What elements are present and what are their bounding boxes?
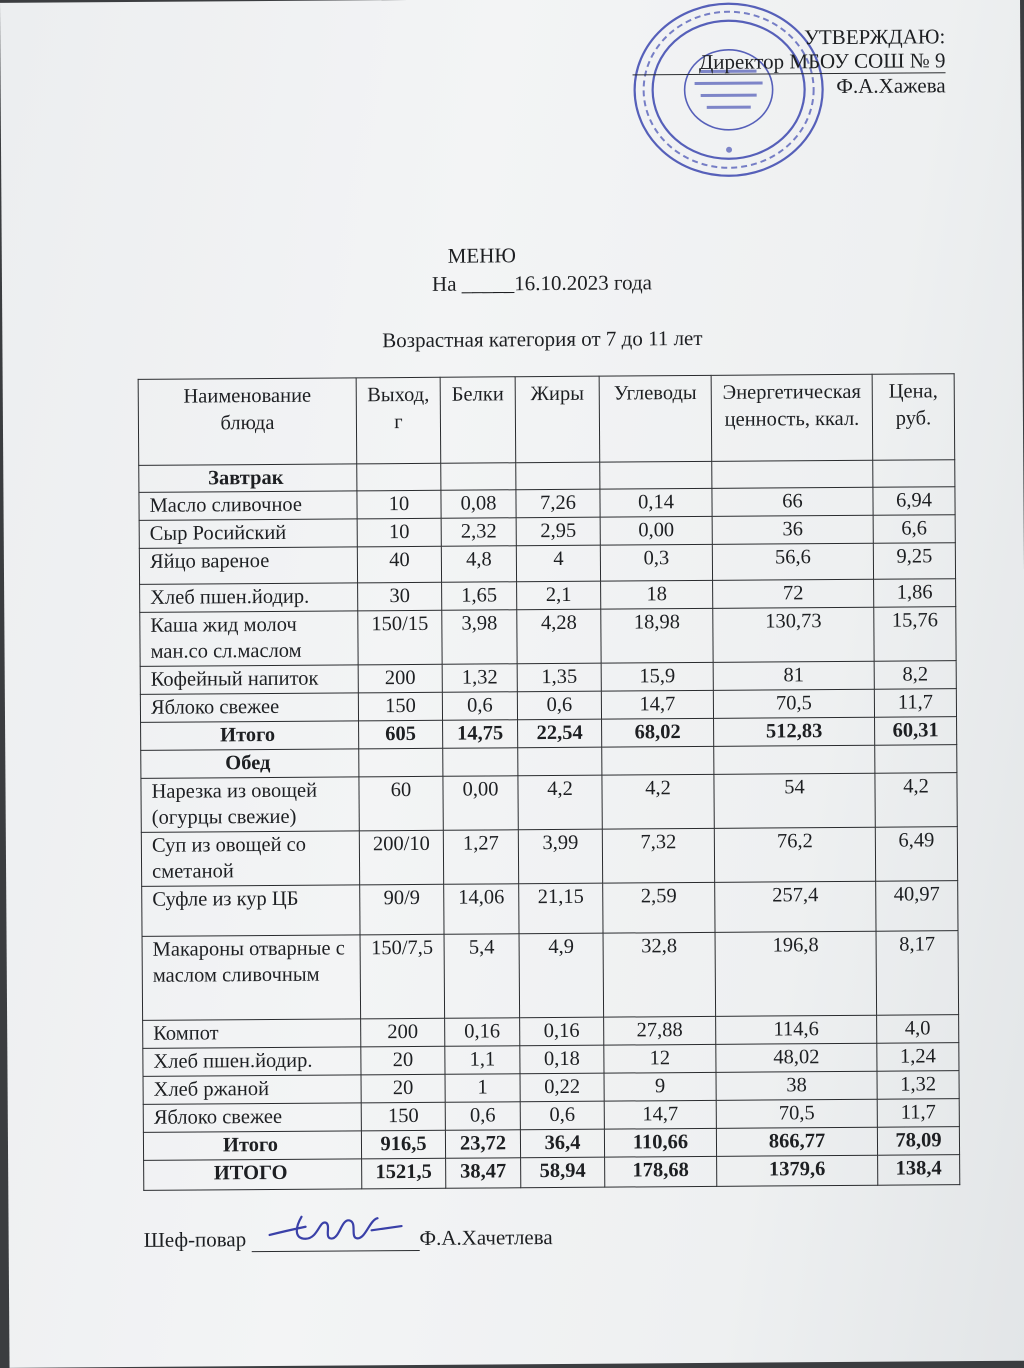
cell-out: 200	[358, 664, 442, 693]
cell-prot: 1,27	[443, 830, 518, 885]
cell-prot: 0,00	[443, 776, 518, 831]
cell-out	[359, 748, 443, 777]
header-price: Цена, руб.	[872, 374, 955, 461]
approval-line-1: УТВЕРЖДАЮ:	[803, 24, 946, 50]
cell-fat: 1,35	[517, 663, 601, 692]
header-fat: Жиры	[515, 376, 600, 463]
cell-kcal: 130,73	[713, 607, 874, 662]
cell-fat: 0,18	[520, 1045, 604, 1074]
cell-price: 1,24	[877, 1043, 959, 1072]
cell-kcal: 72	[713, 579, 874, 608]
cell-carb	[600, 461, 712, 489]
cell-dish-name: Итого	[143, 1131, 361, 1161]
cell-carb: 14,7	[601, 690, 713, 719]
document-title: МЕНЮ	[447, 243, 516, 268]
cell-carb: 27,88	[604, 1016, 716, 1045]
cell-price: 138,4	[878, 1155, 960, 1186]
cell-kcal	[712, 460, 873, 488]
cell-prot: 14,75	[443, 720, 518, 749]
cell-dish-name: Сыр Росийский	[139, 519, 357, 549]
cell-kcal: 81	[713, 661, 874, 690]
cell-kcal: 70,5	[713, 689, 874, 718]
cell-prot: 1,65	[442, 582, 517, 611]
cell-price: 4,0	[877, 1015, 959, 1044]
cell-carb: 68,02	[602, 718, 714, 747]
cell-fat: 4,28	[517, 609, 601, 664]
cell-fat: 58,94	[521, 1157, 605, 1188]
approval-line-3: Ф.А.Хажева	[836, 73, 946, 99]
cell-out: 916,5	[361, 1130, 445, 1159]
cell-kcal: 196,8	[715, 931, 877, 1016]
cell-carb: 9	[604, 1072, 716, 1101]
cell-prot: 14,06	[444, 884, 519, 935]
cell-fat: 0,16	[520, 1017, 604, 1046]
cell-fat: 21,15	[519, 883, 603, 934]
cell-prot	[443, 748, 518, 777]
approval-block	[640, 24, 946, 99]
cell-prot: 38,47	[446, 1158, 521, 1189]
cell-out: 90/9	[360, 884, 444, 935]
cell-price: 15,76	[874, 607, 956, 662]
cell-prot: 0,6	[442, 692, 517, 721]
cell-out: 200	[361, 1018, 445, 1047]
cell-kcal: 257,4	[715, 881, 876, 932]
cell-fat: 4,2	[518, 775, 602, 830]
cell-dish-name: Итого	[141, 721, 359, 751]
cell-fat: 3,99	[518, 829, 602, 884]
cell-dish-name: Яблоко свежее	[140, 693, 358, 723]
age-category: Возрастная категория от 7 до 11 лет	[382, 325, 703, 353]
cell-prot: 1,32	[442, 664, 517, 693]
cell-price	[875, 745, 957, 774]
cell-price: 11,7	[874, 689, 956, 718]
cell-carb: 7,32	[602, 828, 714, 883]
approval-line-2: Директор МБОУ СОШ № 9	[632, 48, 945, 75]
cell-fat: 0,6	[517, 691, 601, 720]
cell-prot: 0,16	[445, 1018, 520, 1047]
cell-kcal: 36	[712, 515, 873, 544]
cell-carb: 32,8	[603, 932, 716, 1017]
cell-fat	[516, 462, 600, 490]
cell-price: 4,2	[875, 773, 957, 828]
cell-out: 150/15	[358, 610, 442, 665]
cell-fat: 2,1	[517, 581, 601, 610]
header-energy: Энергетическая ценность, ккал.	[711, 374, 873, 461]
cell-out: 200/10	[359, 830, 443, 885]
cell-fat: 7,26	[516, 489, 600, 518]
cell-fat: 4,9	[519, 933, 604, 1018]
cell-fat: 36,4	[520, 1129, 604, 1158]
cell-kcal: 114,6	[716, 1015, 877, 1044]
cell-fat	[518, 747, 602, 776]
cell-carb	[602, 746, 714, 775]
header-name: Наименование блюда	[138, 378, 357, 466]
cell-prot: 0,6	[445, 1102, 520, 1131]
chef-name: Ф.А.Хачетлева	[419, 1225, 553, 1250]
cell-dish-name: Суфле из кур ЦБ	[142, 885, 360, 937]
cell-kcal: 70,5	[716, 1099, 877, 1128]
cell-price: 1,86	[874, 579, 956, 608]
cell-carb: 110,66	[604, 1128, 716, 1157]
cell-kcal: 54	[714, 773, 875, 828]
cell-dish-name: Хлеб пшен.йодир.	[143, 1047, 361, 1077]
cell-out: 10	[357, 518, 441, 547]
cell-out: 150/7,5	[360, 934, 445, 1019]
header-output: Выход, г	[356, 377, 441, 464]
cell-price: 6,49	[875, 827, 957, 882]
cell-carb: 18	[601, 580, 713, 609]
cell-kcal: 76,2	[714, 827, 875, 882]
cell-carb: 12	[604, 1044, 716, 1073]
cell-price: 8,17	[876, 931, 959, 1016]
table-header-row	[138, 374, 955, 466]
cell-carb: 14,7	[604, 1100, 716, 1129]
cell-out: 1521,5	[362, 1158, 446, 1189]
cell-out: 150	[358, 692, 442, 721]
cell-price: 6,6	[873, 515, 955, 544]
cell-price: 40,97	[876, 881, 958, 932]
table-row	[142, 881, 958, 937]
cell-out: 150	[361, 1102, 445, 1131]
cell-carb: 0,14	[600, 488, 712, 517]
table-row	[141, 827, 957, 887]
cell-price: 78,09	[877, 1127, 959, 1156]
cell-kcal: 1379,6	[717, 1155, 878, 1186]
date-line: На _____16.10.2023 года	[431, 270, 653, 296]
cell-price: 60,31	[875, 717, 957, 746]
table-row	[140, 607, 956, 667]
signature-line	[251, 1228, 419, 1252]
cell-out: 40	[357, 546, 441, 583]
cell-prot	[441, 463, 516, 491]
cell-kcal: 56,6	[712, 543, 873, 580]
cell-prot: 1,1	[445, 1046, 520, 1075]
cell-prot: 23,72	[445, 1130, 520, 1159]
total-row	[144, 1155, 960, 1191]
cell-dish-name: Макароны отварные с маслом сливочным	[142, 935, 361, 1021]
cell-out: 10	[357, 490, 441, 519]
cell-out: 20	[361, 1046, 445, 1075]
cell-kcal	[714, 745, 875, 774]
cell-fat: 0,6	[520, 1101, 604, 1130]
cell-carb: 4,2	[602, 774, 714, 829]
cell-price: 11,7	[877, 1099, 959, 1128]
cell-carb: 178,68	[605, 1156, 717, 1187]
chef-label: Шеф-повар	[143, 1227, 247, 1252]
menu-table	[138, 373, 961, 1191]
table-row	[142, 931, 959, 1021]
header-carbs: Углеводы	[599, 375, 712, 462]
table-row	[141, 773, 957, 833]
cell-carb: 15,9	[601, 662, 713, 691]
cell-price: 9,25	[873, 543, 955, 580]
cell-carb: 0,3	[600, 544, 712, 581]
cell-dish-name: Кофейный напиток	[140, 665, 358, 695]
cell-fat: 22,54	[518, 719, 602, 748]
cell-prot: 5,4	[444, 934, 520, 1019]
cell-fat: 2,95	[516, 517, 600, 546]
cell-fat: 0,22	[520, 1073, 604, 1102]
cell-dish-name: ИТОГО	[144, 1159, 362, 1191]
cell-prot: 2,32	[441, 518, 516, 547]
cell-dish-name: Хлеб ржаной	[143, 1075, 361, 1105]
cell-kcal: 38	[716, 1071, 877, 1100]
cell-prot: 1	[445, 1074, 520, 1103]
chef-signature-block	[144, 1225, 553, 1253]
cell-dish-name: Яйцо вареное	[139, 547, 357, 585]
cell-dish-name: Компот	[143, 1019, 361, 1049]
cell-out: 30	[358, 582, 442, 611]
cell-price	[873, 460, 955, 488]
table-row	[139, 543, 955, 585]
cell-out: 20	[361, 1074, 445, 1103]
cell-dish-name: Яблоко свежее	[143, 1103, 361, 1133]
cell-dish-name: Обед	[141, 749, 359, 779]
cell-carb: 2,59	[603, 882, 715, 933]
cell-fat: 4	[516, 545, 600, 582]
cell-dish-name: Хлеб пшен.йодир.	[140, 583, 358, 613]
cell-price: 8,2	[874, 661, 956, 690]
cell-prot: 3,98	[442, 610, 517, 665]
cell-kcal: 512,83	[714, 717, 875, 746]
cell-dish-name: Каша жид молоч ман.со сл.маслом	[140, 611, 358, 667]
cell-out	[357, 463, 441, 491]
cell-dish-name: Нарезка из овощей (огурцы свежие)	[141, 777, 359, 833]
cell-carb: 18,98	[601, 608, 713, 663]
cell-price: 1,32	[877, 1071, 959, 1100]
cell-prot: 0,08	[441, 490, 516, 519]
cell-out: 605	[359, 720, 443, 749]
header-protein: Белки	[440, 377, 516, 464]
cell-price: 6,94	[873, 487, 955, 516]
cell-kcal: 66	[712, 487, 873, 516]
cell-kcal: 48,02	[716, 1043, 877, 1072]
cell-out: 60	[359, 776, 443, 831]
cell-carb: 0,00	[600, 516, 712, 545]
handwritten-signature	[265, 1208, 405, 1249]
cell-dish-name: Масло сливочное	[139, 491, 357, 521]
cell-kcal: 866,77	[716, 1127, 877, 1156]
cell-dish-name: Суп из овощей со сметаной	[141, 831, 359, 887]
cell-prot: 4,8	[441, 546, 516, 583]
cell-dish-name: Завтрак	[139, 464, 357, 493]
